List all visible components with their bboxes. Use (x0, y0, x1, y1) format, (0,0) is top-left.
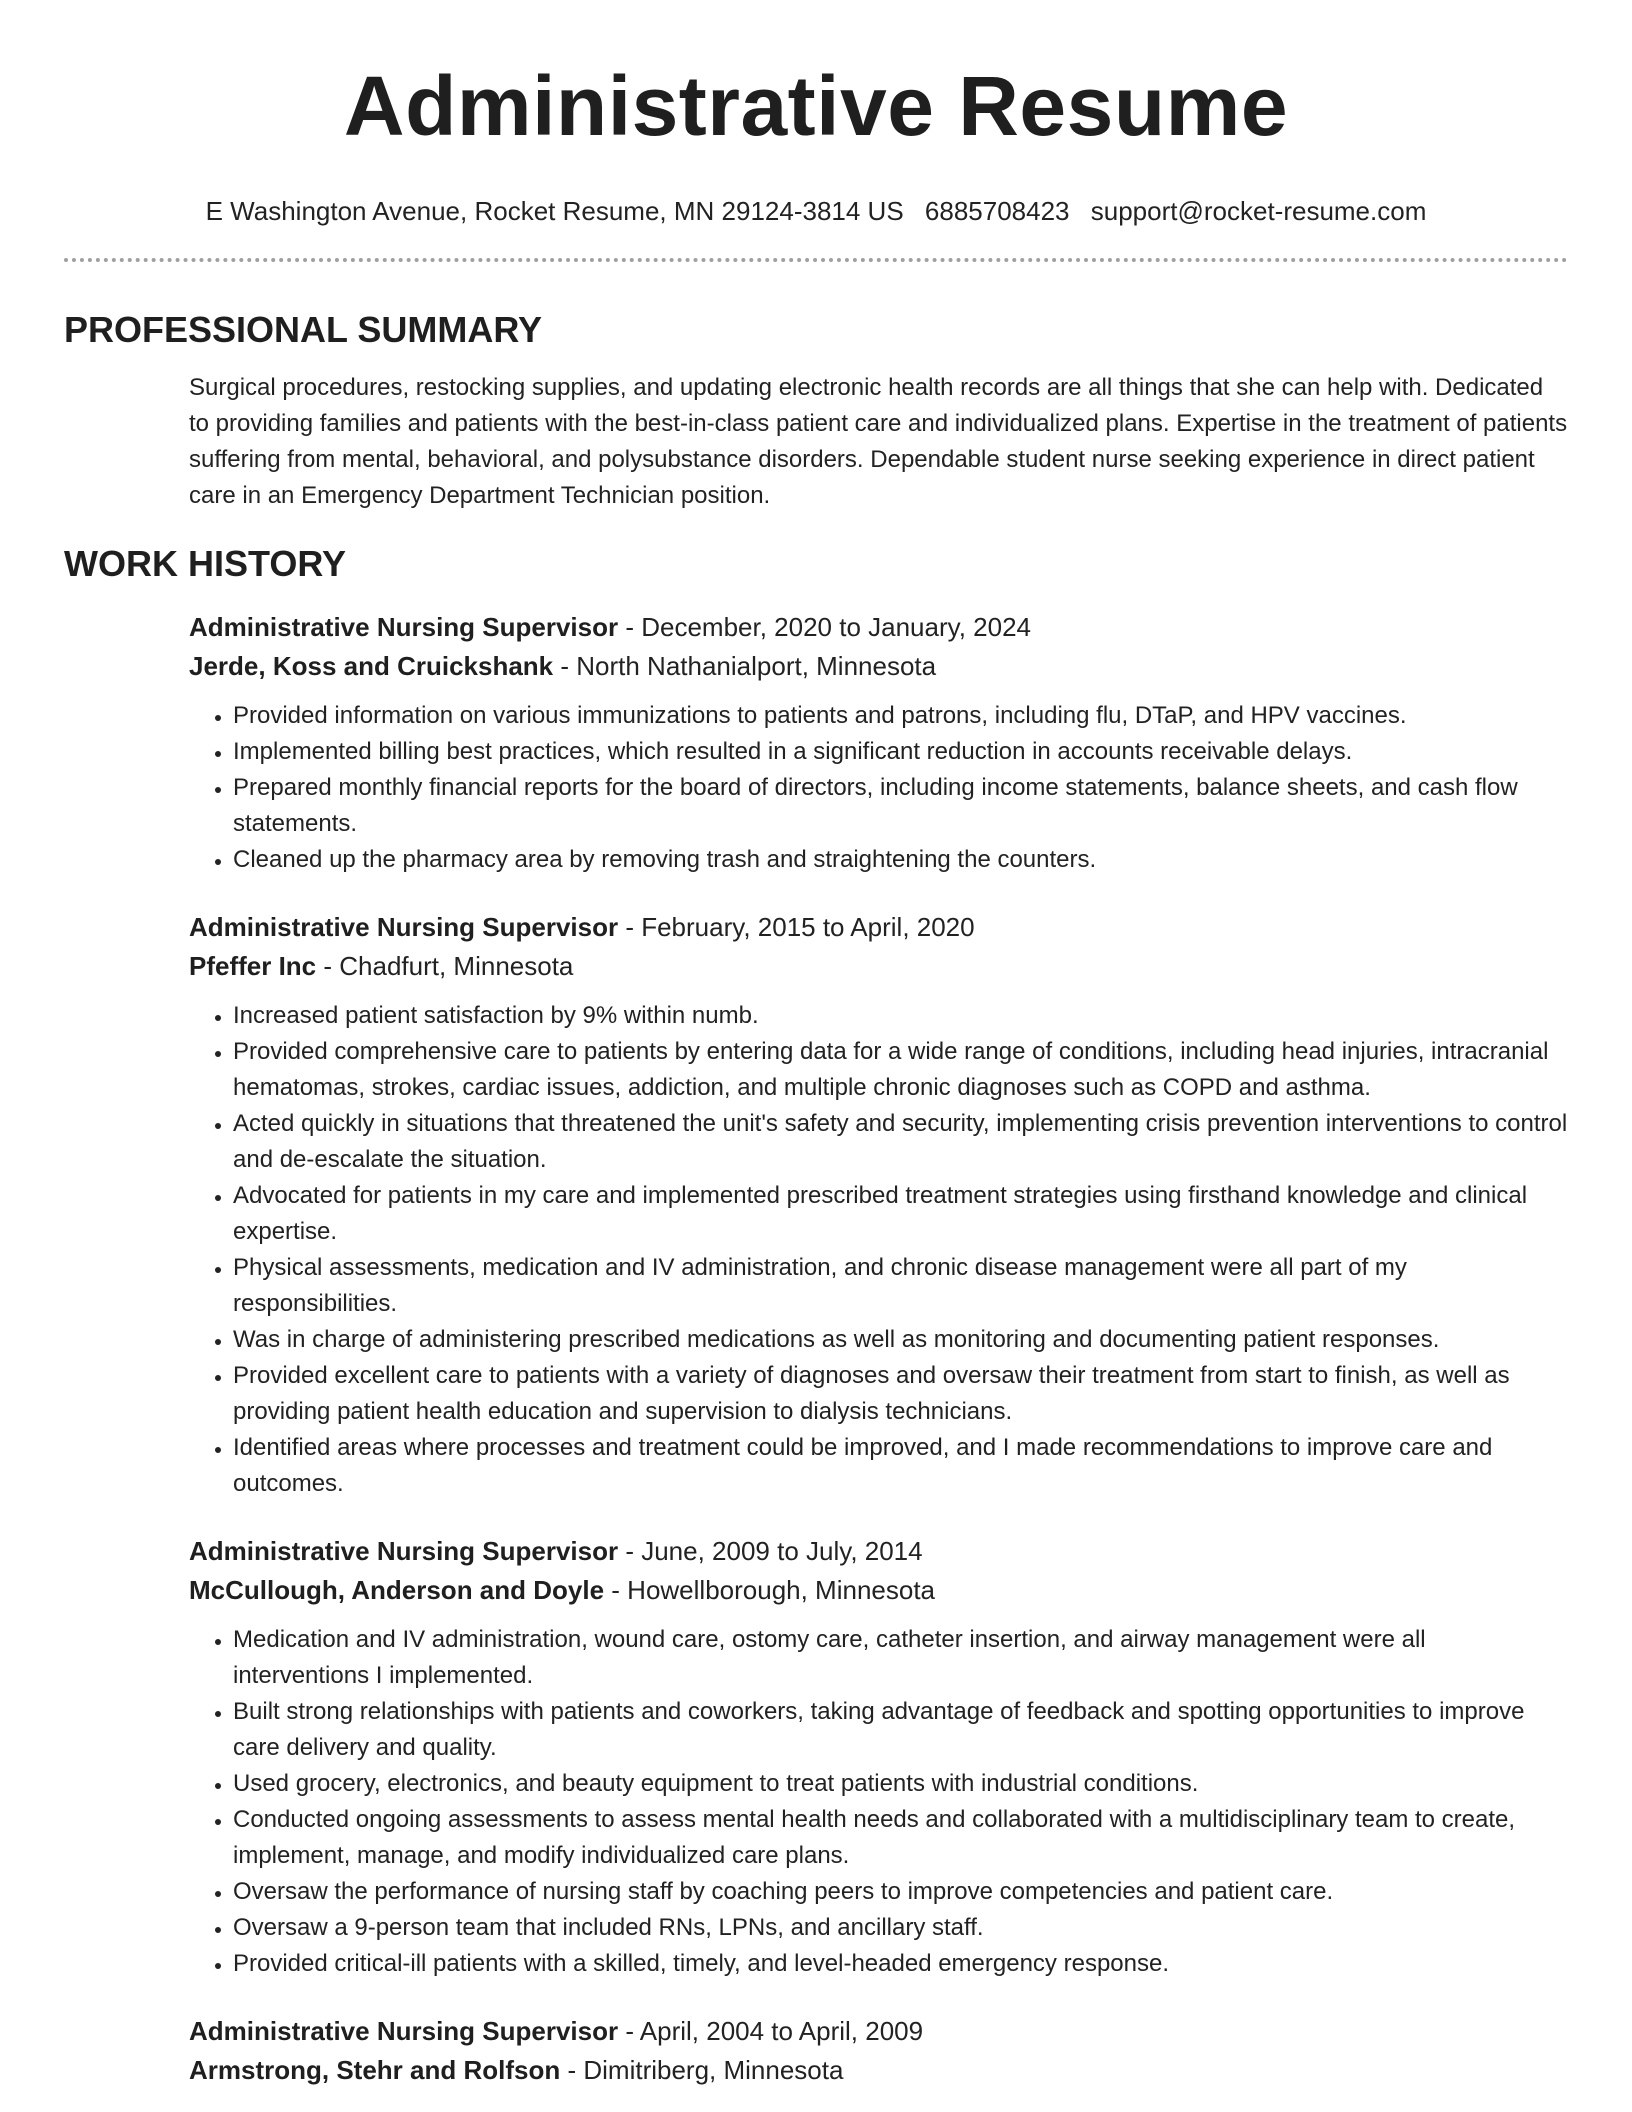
contact-line (64, 194, 1568, 228)
resume-title: Administrative Resume (343, 59, 1289, 153)
job-company-line (189, 647, 1568, 686)
work-history-section (64, 542, 1568, 2090)
job-location: - Howellborough, Minnesota (604, 1575, 936, 1605)
contact-phone: 6885708423 (924, 196, 1070, 226)
job-company: Armstrong, Stehr and Rolfson (189, 2055, 561, 2085)
job-dates: - February, 2015 to April, 2020 (618, 912, 975, 942)
bullet-item: • Conducted ongoing assessments to assess mental health needs and collaborated with a multidisciplinary team to create, implement, manage, and modify individualized care plans. (233, 1802, 1568, 1874)
bullet-item: • Physical assessments, medication and IV administration, and chronic disease management were all part of my responsibilities. (233, 1250, 1568, 1322)
job-location: - Dimitriberg, Minnesota (560, 2055, 844, 2085)
job-role-line (189, 1532, 1568, 1571)
section-title-work: WORK HISTORY (64, 543, 347, 584)
job-role: Administrative Nursing Supervisor (189, 1536, 619, 1566)
job-entry (189, 608, 1568, 878)
bullet-item: • Prepared monthly financial reports for the board of directors, including income statements, balance sheets, and cash flow statements. (233, 770, 1568, 842)
bullet-item: • Built strong relationships with patients and coworkers, taking advantage of feedback and spotting opportunities to improve care delivery and quality. (233, 1694, 1568, 1766)
bullet-item: • Was in charge of administering prescribed medications as well as monitoring and documenting patient responses. (233, 1322, 1568, 1358)
bullet-item: • Oversaw a 9-person team that included RNs, LPNs, and ancillary staff. (233, 1910, 1568, 1946)
bullet-item: • Oversaw the performance of nursing staff by coaching peers to improve competencies and patient care. (233, 1874, 1568, 1910)
job-entry (189, 908, 1568, 1502)
job-role: Administrative Nursing Supervisor (189, 2016, 619, 2046)
bullet-item: • Provided information on various immunizations to patients and patrons, including flu, DTaP, and HPV vaccines. (233, 698, 1568, 734)
job-company-line (189, 947, 1568, 986)
bullet-item: • Provided excellent care to patients with a variety of diagnoses and oversaw their treatment from start to finish, as well as providing patient health education and supervision to dialysis technicians. (233, 1358, 1568, 1430)
job-role: Administrative Nursing Supervisor (189, 912, 619, 942)
job-location: - North Nathanialport, Minnesota (553, 651, 937, 681)
job-location: - Chadfurt, Minnesota (316, 951, 574, 981)
job-company: McCullough, Anderson and Doyle (189, 1575, 605, 1605)
bullet-item: • Acted quickly in situations that threatened the unit's safety and security, implementing crisis prevention interventions to control and de-escalate the situation. (233, 1106, 1568, 1178)
job-company-line (189, 1571, 1568, 1610)
job-bullets (189, 998, 1568, 1502)
section-title-summary: PROFESSIONAL SUMMARY (64, 309, 543, 350)
job-company: Jerde, Koss and Cruickshank (189, 651, 554, 681)
job-dates: - June, 2009 to July, 2014 (618, 1536, 923, 1566)
bullet-item: • Provided comprehensive care to patients by entering data for a wide range of conditions, including head injuries, intracranial hematomas, strokes, cardiac issues, addiction, and multiple chronic diagnoses such as COPD and asthma. (233, 1034, 1568, 1106)
bullet-item: • Provided critical-ill patients with a skilled, timely, and level-headed emergency response. (233, 1946, 1568, 1982)
job-company-line (189, 2051, 1568, 2090)
job-role: Administrative Nursing Supervisor (189, 612, 619, 642)
bullet-item: • Medication and IV administration, wound care, ostomy care, catheter insertion, and airway management were all interventions I implemented. (233, 1622, 1568, 1694)
job-bullets (189, 698, 1568, 878)
bullet-item: • Implemented billing best practices, which resulted in a significant reduction in accounts receivable delays. (233, 734, 1568, 770)
contact-address: E Washington Avenue, Rocket Resume, MN 29124-3814 US (205, 196, 904, 226)
bullet-item: • Identified areas where processes and treatment could be improved, and I made recommendations to improve care and outcomes. (233, 1430, 1568, 1502)
header-divider (64, 258, 1568, 262)
bullet-item: • Advocated for patients in my care and implemented prescribed treatment strategies using firsthand knowledge and clinical expertise. (233, 1178, 1568, 1250)
job-entry (189, 2012, 1568, 2090)
job-role-line (189, 2012, 1568, 2051)
job-dates: - April, 2004 to April, 2009 (618, 2016, 924, 2046)
job-company: Pfeffer Inc (189, 951, 317, 981)
job-role-line (189, 908, 1568, 947)
professional-summary-section (64, 308, 1568, 514)
bullet-item: • Cleaned up the pharmacy area by removing trash and straightening the counters. (233, 842, 1568, 878)
bullet-item: • Used grocery, electronics, and beauty equipment to treat patients with industrial conditions. (233, 1766, 1568, 1802)
job-entry (189, 1532, 1568, 1982)
summary-text: Surgical procedures, restocking supplies, and updating electronic health records are all things that she can help with. Dedicated to providing families and patients with the best-in-class patient care and individualized plans. Expertise in the treatment of patients suffering from mental, behavioral, and polysubstance disorders. Dependable student nurse seeking experience in direct patient care in an Emergency Department Technician position. (189, 374, 1568, 509)
job-bullets (189, 1622, 1568, 1982)
job-dates: - December, 2020 to January, 2024 (618, 612, 1031, 642)
job-role-line (189, 608, 1568, 647)
bullet-item: • Increased patient satisfaction by 9% within numb. (233, 998, 1568, 1034)
contact-email: support@rocket-resume.com (1090, 196, 1427, 226)
